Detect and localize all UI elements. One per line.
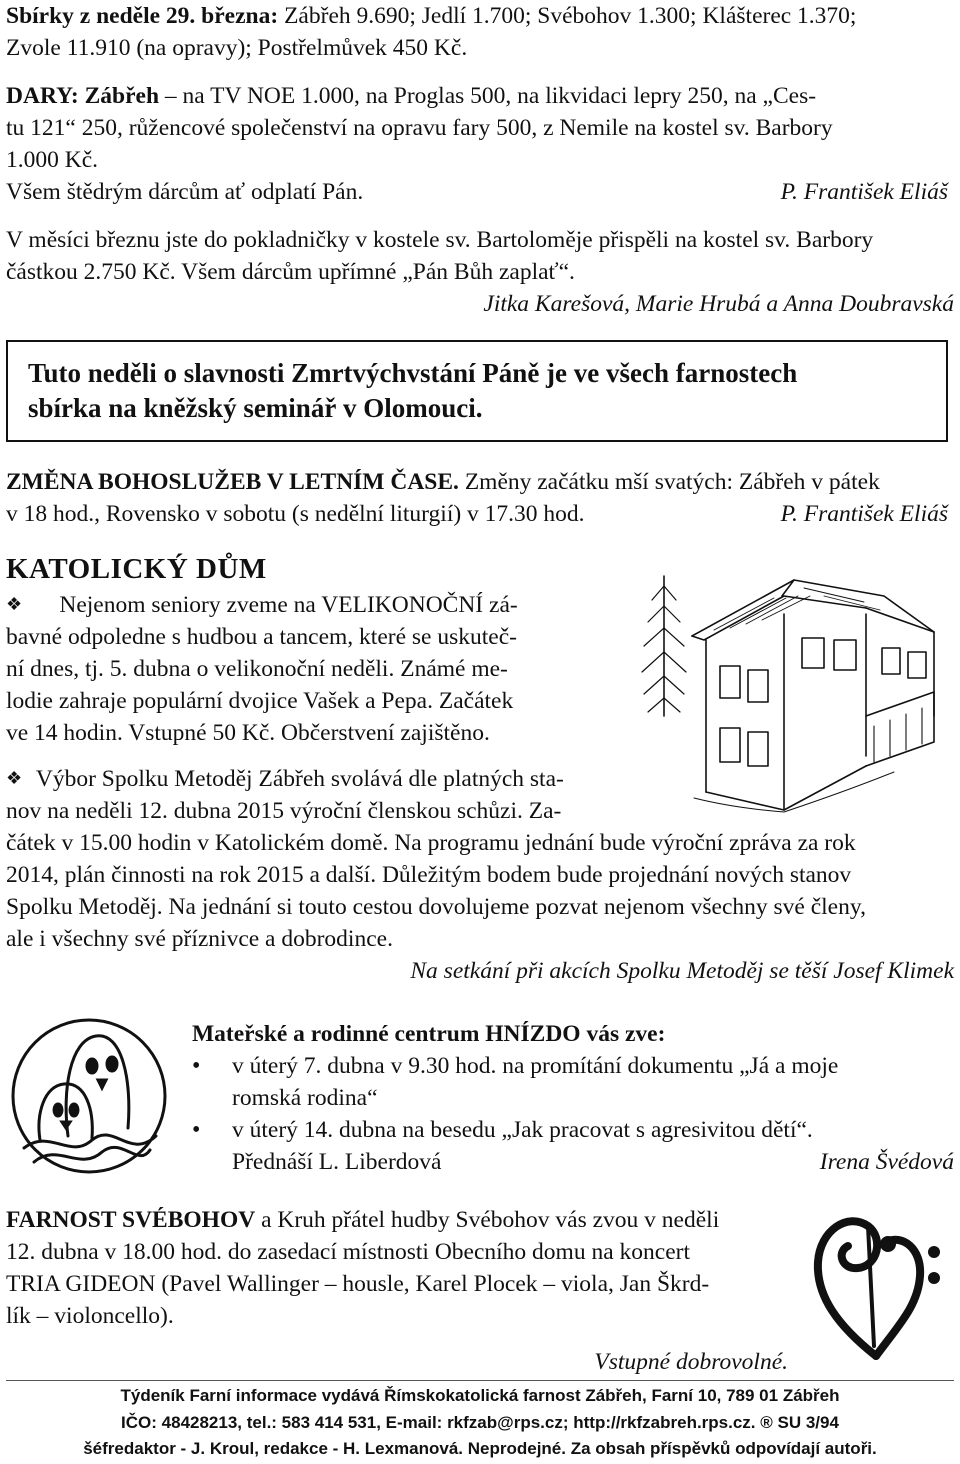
schedule-line-2: v 18 hod., Rovensko v sobotu (s nedělní liturgií) v 17.30 hod. [6, 501, 585, 527]
svebohov-line-2: 12. dubna v 18.00 hod. do zasedací místnosti Obecního domu na koncert [6, 1239, 690, 1265]
schedule-signature: P. František Eliáš [780, 501, 948, 527]
nest-item2-line-2: Přednáší L. Liberdová [232, 1149, 442, 1175]
catholic-house-signature: Na setkání při akcích Spolku Metoděj se těší Josef Klimek [410, 958, 954, 984]
item2-line-4: 2014, plán činnosti na rok 2015 a další. Důležitým bodem bude projednání nových stanov [6, 862, 852, 888]
notice-line-1: Tuto neděli o slavnosti Zmrtvýchvstání Páně je ve všech farnostech [28, 358, 798, 388]
nest-signature: Irena Švédová [819, 1149, 954, 1175]
item2-line-5: Spolku Metoděj. Na jednání si touto cestou dovolujeme pozvat nejenom všechny své členy, [6, 894, 866, 920]
notice-line-2: sbírka na kněžský seminář v Olomouci. [28, 393, 483, 423]
gifts-line-1: – na TV NOE 1.000, na Proglas 500, na likvidaci lepry 250, na „Ces- [164, 83, 817, 109]
treble-bass-clef-heart-icon [808, 1196, 950, 1364]
svebohov-paragraph [6, 1204, 788, 1378]
boxes-line-1: V měsíci březnu jste do pokladničky v kostele sv. Bartoloměje přispěli na kostel sv. Barbory [6, 227, 874, 253]
nest-item-2 [192, 1114, 954, 1178]
collections-line-1: Zábřeh 9.690; Jedlí 1.700; Svébohov 1.300; Klášterec 1.370; [284, 3, 857, 29]
catholic-house-heading: KATOLICKÝ DŮM [6, 553, 267, 585]
item1-line-2: bavné odpoledne s hudbou a tancem, které se uskuteč- [6, 624, 517, 650]
item1-line-5: ve 14 hodin. Vstupné 50 Kč. Občerstvení zajištěno. [6, 720, 490, 746]
gifts-line-2: tu 121“ 250, růžencové společenství na opravu fary 500, z Nemile na kostel sv. Barbory [6, 115, 833, 141]
diamond-bullet-icon: ❖ [6, 594, 23, 614]
item1-line-1: Nejenom seniory zveme na VELIKONOČNÍ zá- [59, 592, 518, 618]
nest-item-1 [192, 1050, 954, 1114]
nest-item1-line-1: • v úterý 7. dubna v 9.30 hod. na promítání dokumentu „Já a moje [232, 1053, 839, 1079]
easter-collection-notice [6, 340, 948, 442]
house-drawing-icon [634, 566, 956, 822]
diamond-bullet-icon: ❖ [6, 768, 23, 788]
chicks-nest-icon [10, 1010, 168, 1182]
schedule-line-1: Změny začátku mší svatých: Zábřeh v pátek [464, 469, 880, 495]
item1-line-4: lodie zahraje populární dvojice Vašek a Pepa. Začátek [6, 688, 514, 714]
nest-list [192, 1050, 954, 1178]
footer-line-1: Týdeník Farní informace vydává Římskokatolická farnost Zábřeh, Farní 10, 789 01 Zábřeh [120, 1386, 840, 1405]
svebohov-line-3: TRIA GIDEON (Pavel Wallinger – housle, Karel Plocek – viola, Jan Škrd- [6, 1271, 710, 1297]
nest-item2-line-1: • v úterý 14. dubna na besedu „Jak pracovat s agresivitou dětí“. [232, 1117, 813, 1143]
gifts-signature: P. František Eliáš [780, 179, 948, 205]
item1-line-3: ní dnes, tj. 5. dubna o velikonoční neděli. Známé me- [6, 656, 508, 682]
boxes-paragraph [6, 224, 954, 320]
gifts-paragraph [6, 80, 954, 208]
nest-heading: Mateřské a rodinné centrum HNÍZDO vás zve: [192, 1021, 666, 1047]
collections-paragraph [6, 0, 954, 64]
item2-line-1: Výbor Spolku Metoděj Zábřeh svolává dle platných sta- [35, 766, 564, 792]
svebohov-lead: FARNOST SVÉBOHOV [6, 1207, 256, 1233]
item2-line-2: nov na neděli 12. dubna 2015 výroční členskou schůzi. Za- [6, 798, 562, 824]
footer-divider [6, 1380, 954, 1381]
nest-section [192, 1018, 954, 1178]
schedule-lead: ZMĚNA BOHOSLUŽEB V LETNÍM ČASE. [6, 469, 459, 495]
footer-line-2: IČO: 48428213, tel.: 583 414 531, E-mail: rkfzab@rps.cz; http://rkfzabreh.rps.cz. ® SU 3/94 [121, 1413, 839, 1432]
item2-line-3: čátek v 15.00 hodin v Katolickém domě. Na programu jednání bude výroční zpráva za rok [6, 830, 856, 856]
footer-line-3: šéfredaktor - J. Kroul, redakce - H. Lexmanová. Neprodejné. Za obsah příspěvků odpovídají autoři. [83, 1439, 877, 1458]
gifts-line-3: 1.000 Kč. [6, 147, 99, 173]
collections-lead: Sbírky z neděle 29. března: [6, 3, 279, 29]
item2-line-6: ale i všechny své příznivce a dobrodince. [6, 926, 393, 952]
gifts-thanks: Všem štědrým dárcům ať odplatí Pán. [6, 179, 364, 205]
collections-line-2: Zvole 11.910 (na opravy); Postřelmůvek 450 Kč. [6, 35, 468, 61]
svebohov-admission: Vstupné dobrovolné. [594, 1349, 788, 1375]
boxes-line-2: částkou 2.750 Kč. Všem dárcům upřímné „Pán Bůh zaplať“. [6, 259, 575, 285]
nest-item1-line-2: romská rodina“ [232, 1085, 378, 1111]
boxes-signature: Jitka Karešová, Marie Hrubá a Anna Doubravská [483, 291, 954, 317]
svebohov-line-4: lík – violoncello). [6, 1303, 174, 1329]
svebohov-line-1: a Kruh přátel hudby Svébohov vás zvou v neděli [261, 1207, 720, 1233]
gifts-lead: DARY: Zábřeh [6, 83, 160, 109]
schedule-paragraph [6, 466, 954, 530]
catholic-house-item-1 [6, 588, 626, 749]
